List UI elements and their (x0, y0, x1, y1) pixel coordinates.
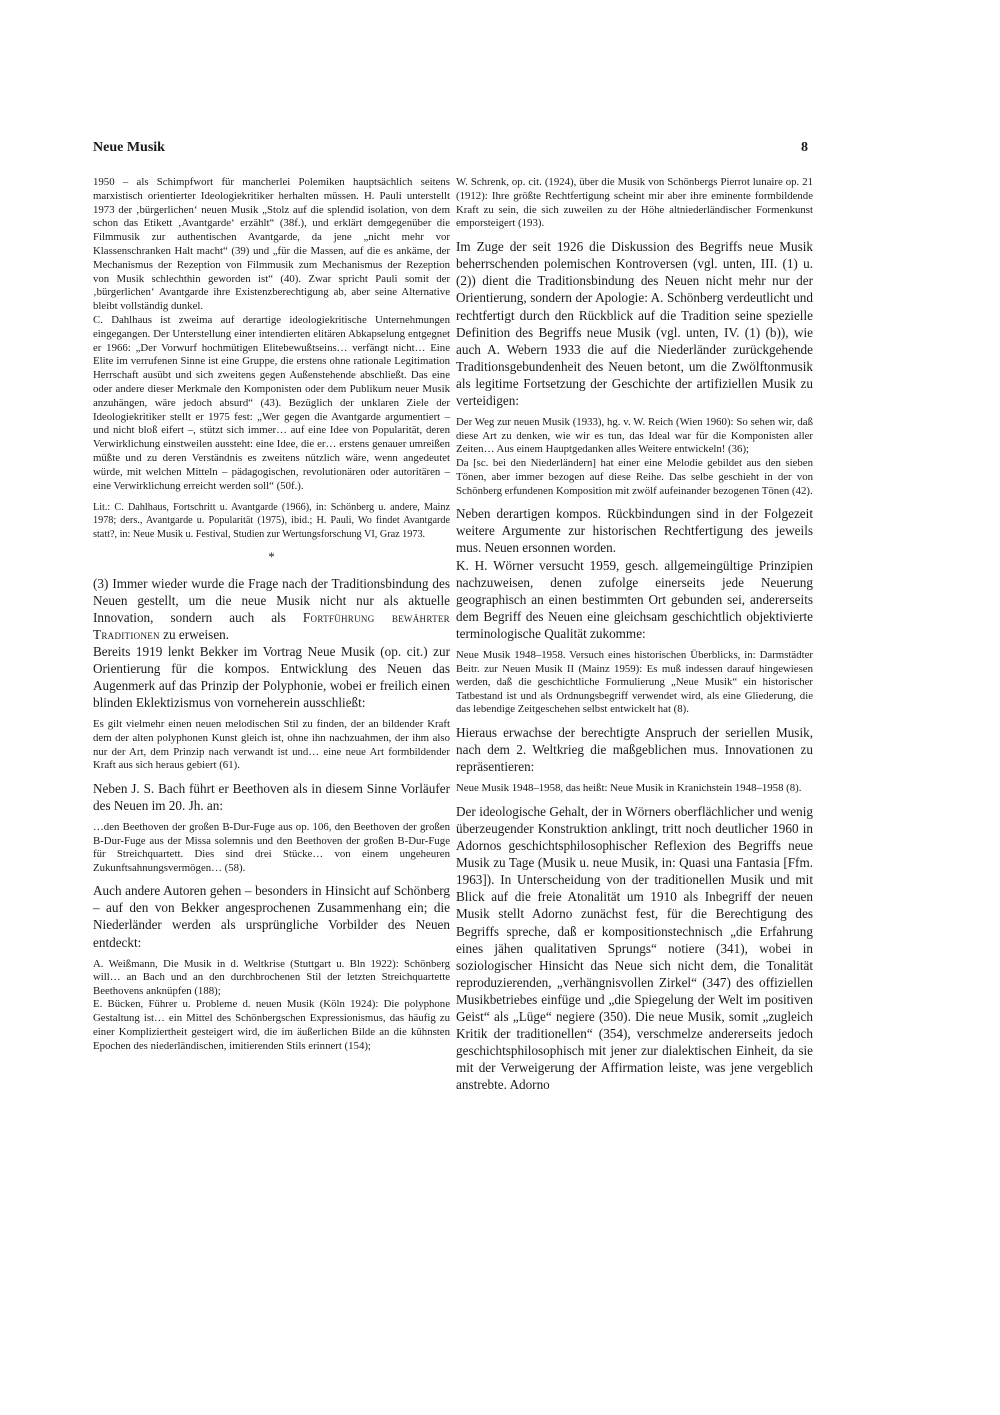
quote-webern-weg: Der Weg zur neuen Musik (1933), hg. v. W. Reich (Wien 1960): So sehen wir, daß diese Art zu denken, wie wir es tun, das Ideal war für die Komponisten aller Zeiten… Aus einem Hauptgedanken alles Weitere entwickeln! (36); (456, 416, 813, 456)
quote-kranichstein: Neue Musik 1948–1958, das heißt: Neue Musik in Kranichstein 1948–1958 (8). (456, 782, 802, 795)
quote-buecken: E. Bücken, Führer u. Probleme d. neuen Musik (Köln 1924): Die polyphone Gestaltung ist… ein Mittel des Schönbergschen Expressionismus, das häufig zu einer Kompliziertheit gesteigert wird, die im äußerlichen Bilde an die kühnsten Epochen des niederländischen, imitierenden Stils erinnert (154); (93, 998, 450, 1052)
quote-beethoven: …den Beethoven der großen B-Dur-Fuge aus op. 106, den Beethoven der großen B-Dur-Fuge aus der Missa solemnis und den Beethoven der großen B-Dur-Fuge für Streichquartett. Dies sind drei Stücke… von einem ungeheuren Zukunftsahnungsvermögen… (58). (93, 820, 450, 874)
paragraph-bekker: Bereits 1919 lenkt Bekker im Vortrag Neue Musik (op. cit.) zur Orientierung für die kompos. Entwicklung des Neuen das Augenmerk auf das Prinzip der Polyphonie, wobei er freilich einen blinden Eklektizismus von vorneherein ausschließt: (93, 643, 450, 711)
paragraph-dahlhaus: C. Dahlhaus ist zweima auf derartige ideologiekritische Unternehmungen eingegangen. Der Unterstellung einer intendierten elitären Abkapselung entgegnet er 1966: „Der Vorwurf hochmütigen Elitebewußtseins… verfängt nicht… Eine Elite im verrufenen Sinne ist eine Gruppe, die erstens ohne rationale Legitimation Herrschaft ausübt und sich zweitens gegen Außenstehende abschließt. Das eine oder andere dieser Merkmale den Komponisten oder dem Publikum neuer Musik anzuhängen, wäre jedoch absurd“ (43). Bezüglich der unklaren Ziele der Ideologiekritiker stellt er 1975 fest: „Wer gegen die Avantgarde argumentiert – und nicht bloß eifert –, stützt sich immer… auf eine Idee von Popularität, deren Verwirklichung einstweilen aussteht: eine Idee, die er… erstens genauer umreißen müßte und zu deren Verständnis es zweitens nützlich wäre, wenn angedeutet würde, mit welchen Mitteln – pädagogischen, revolutionären oder autoritären – eine Verwirklichung erreicht werden soll“ (50f.). (93, 313, 450, 492)
quote-weissmann: A. Weißmann, Die Musik in d. Weltkrise (Stuttgart u. Bln 1922): Schönberg will… an Bach und an den durchbrochenen Stil der letzten Streichquartette Beethovens anknüpfen (188); (93, 957, 450, 997)
page-number: 8 (801, 140, 808, 155)
quote-webern-niederlaender: Da [sc. bei den Niederländern] hat einer eine Melodie gebildet aus den sieben Tönen, aber immer bezogen auf diese Reihe. Das selbe geschieht in der von Schönberg erfundenen Komposition mit zwölf aufeinander bezogenen Tönen (42). (456, 456, 813, 497)
paragraph-woerner: K. H. Wörner versucht 1959, gesch. allgemeingültige Prinzipien nachzuweisen, denen zufolge einerseits jede Neuerung geographisch an einen bestimmten Ort gebunden sei, andererseits dem Begriff des Neuen eine gleichsam geschichtlich objektivierte terminologische Qualität zukomme: (456, 557, 813, 641)
paragraph-section-3 (93, 575, 450, 643)
section-3-smallcaps: Fortführung bewährter Traditionen (93, 609, 450, 642)
paragraph-serielle-musik: Hieraus erwachse der berechtigte Anspruch der seriellen Musik, nach dem 2. Weltkrieg die maßgeblichen mus. Innovationen zu repräsentieren: (456, 725, 813, 775)
literature-references: Lit.: C. Dahlhaus, Fortschritt u. Avantgarde (1966), in: Schönberg u. andere, Mainz 1978; ders., Avantgarde u. Popularität (1975), ibid.; H. Pauli, Wo findet Avantgarde statt?, in: Neue Musik u. Festival, Studien zur Wertungsforschung VI, Graz 1973. (93, 502, 450, 540)
section-3-text-a: (3) Immer wieder wurde die Frage nach der Traditionsbindung des Neuen gestellt, um die neue Musik nicht nur als aktuelle Innovation, sondern auch als (93, 575, 450, 625)
paragraph-other-authors: Auch andere Autoren gehen – besonders in Hinsicht auf Schönberg – auf den von Bekker angesprochenen Zusammenhang ein; die Niederländer werden als ursprüngliche Vorbilder des Neuen entdeckt: (93, 883, 450, 950)
paragraph-pauli: 1950 – als Schimpfwort für mancherlei Polemiken hauptsächlich seitens marxistisch orientierter Ideologiekritiker herhalten müssen. H. Pauli unterstellt 1973 der ‚bürgerlichen‘ neuen Musik „Stolz auf die splendid isolation, von dem schon das Etikett ‚Avantgarde‘ erzählt“ (38f.), und erklärt demgegenüber die Filmmusik zur authentischen Avantgarde, da jene „nicht mehr vor Klassenschranken Halt macht“ (39) und „für die Massen, auf die es ankäme, der Mechanismus der Rezeption von Filmmusik zum Mechanismus der Rezeption von Musik schlechthin geworden ist“ (40). Zwar spricht Pauli somit der ‚bürgerlichen‘ Avantgarde ihre Existenzberechtigung ab, aber seine Alternative bleibt vollständig dunkel. (93, 176, 450, 313)
quote-woerner: Neue Musik 1948–1958. Versuch eines historischen Überblicks, in: Darmstädter Beitr. zur Neuen Musik II (Mainz 1959): Es muß indessen darauf hingewiesen werden, daß die geschichtliche Formulierung „Neue Musik“ ein historischer Tatbestand ist und als Ordnungsbegriff verwendet wird, als eine Gliederung, die das lebendige Zeitgeschehen selbst entwickelt hat (8). (456, 649, 813, 716)
page-header (93, 140, 808, 162)
section-3-text-b: zu erweisen. (159, 626, 230, 642)
quote-bekker-polyphony: Es gilt vielmehr einen neuen melodischen Stil zu finden, der an bildender Kraft dem der alten polyphonen Kunst gleich ist, ohne ihn nachzuahmen, der ihm also nur der Art, dem Prinzip nach verwandt ist und… eine neue Art formbildender Kraft aus sich heraus gebiert (61). (93, 718, 450, 772)
left-column (93, 176, 450, 1054)
section-divider: * (268, 548, 275, 564)
paragraph-rueckbindungen: Neben derartigen kompos. Rückbindungen sind in der Folgezeit weitere Argumente zur historischen Rechtfertigung des jeweils mus. Neuen ersonnen worden. (456, 506, 813, 556)
right-column (456, 176, 813, 1093)
paragraph-since-1926: Im Zuge der seit 1926 die Diskussion des Begriffs neue Musik beherrschenden polemischen Kontroversen (vgl. unten, III. (1) u. (2)) dient die Traditionsbindung des Neuen nicht mehr nur der Orientierung, sondern der Apologie: A. Schönberg verdeutlicht und rechtfertigt durch den Rückblick auf die Tradition seine spezielle Definition des Begriffs neue Musik (vgl. unten, IV. (1) (b)), wie auch A. Webern 1933 die auf die Niederländer zurückgehende Traditionsgebundenheit des Neuen betont, um die Zwölftonmusik als legitime Fortsetzung der Geschichte der artifiziellen Musik zu verteidigen: (456, 239, 813, 409)
running-head: Neue Musik (93, 140, 165, 155)
paragraph-adorno: Der ideologische Gehalt, der in Wörners oberflächlicher und wenig überzeugender Konstruktion anklingt, tritt noch deutlicher 1960 in Adornos geschichtsphilosophischer Reflexion des Begriffs neue Musik zu Tage (Musik u. neue Musik, in: Quasi una Fantasia [Ffm. 1963]). In Unterscheidung von der traditionellen Musik und mit Blick auf die freie Atonalität um 1910 als Inbegriff der neuen Musik stellt Adorno zunächst fest, für die Berechtigung des Begriffs spreche, daß er kompositionstechnisch „die Erfahrung eines jähen qualitativen Sprungs“ notiere (341), wobei in soziologischer Hinsicht das Neue sich nicht dem, die Tonalität reproduzierenden, „verhängnisvollen Zirkel“ (347) des offiziellen Musikbetriebes einfüge und „die Spiegelung der Welt im positiven Geist“ als „Lüge“ negiere (350). Die neue Musik, somit „zugleich Kritik der traditionellen“ (354), verschmelze andererseits jedoch geschichtsphilosophisch mit jener zur dialektischen Einheit, da sie mit der Verweigerung der Affirmation leiste, was jene vergeblich anstrebte. Adorno (456, 803, 813, 1093)
paragraph-bach-beethoven: Neben J. S. Bach führt er Beethoven als in diesem Sinne Vorläufer des Neuen im 20. Jh. an: (93, 780, 450, 813)
quote-schrenk: W. Schrenk, op. cit. (1924), über die Musik von Schönbergs Pierrot lunaire op. 21 (1912): Ihre größte Rechtfertigung scheint mir aber ihre eminente formbildende Kraft zu sein, die sich zuweilen zu der Höhe altniederländischer Formenkunst emporsteigert (193). (456, 176, 813, 230)
